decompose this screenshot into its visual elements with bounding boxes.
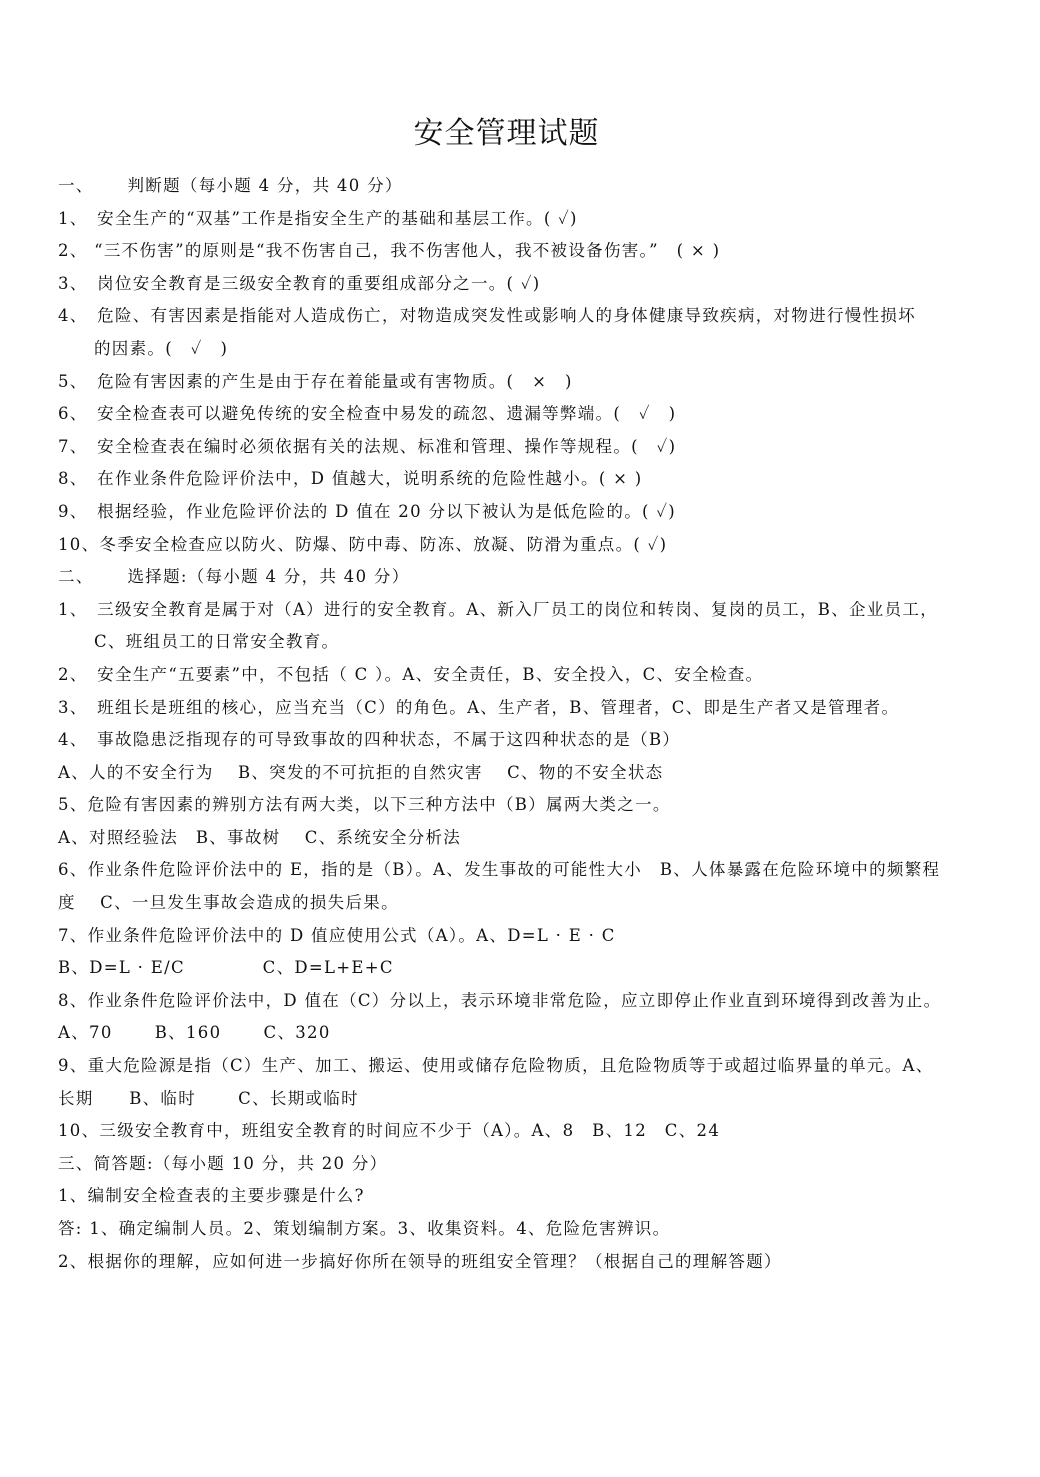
question-line-continued: 度 C、一旦发生事故会造成的损失后果。 <box>58 893 399 913</box>
answer-options: A、对照经验法 B、事故树 C、系统安全分析法 <box>58 827 462 847</box>
section-heading-choice: 二、 选择题:（每小题 4 分，共 40 分） <box>58 567 410 587</box>
question-line: 7、 安全检查表在编时必须依据有关的法规、标准和管理、操作等规程。( ✓) <box>58 436 677 456</box>
answer-line: 答: 1、确定编制人员。2、策划编制方案。3、收集资料。4、危险危害辨识。 <box>58 1219 671 1238</box>
question-line: 7、作业条件危险评价法中的 D 值应使用公式（A）。A、D=L · E · C <box>58 925 616 945</box>
question-line-continued: 的因素。( ✓ ) <box>94 338 229 358</box>
question-list <box>58 170 968 1278</box>
question-line: 4、 危险、有害因素是指能对人造成伤亡，对物造成突发性或影响人的身体健康导致疾病，对物进行慢性损坏 <box>58 306 916 326</box>
question-line: 6、作业条件危险评价法中的 E，指的是（B）。A、发生事故的可能性大小 B、人体暴露在危险环境中的频繁程 <box>58 860 941 880</box>
question-line: 10、冬季安全检查应以防火、防爆、防中毒、防冻、放凝、防滑为重点。( ✓) <box>58 534 668 554</box>
question-line: 8、 在作业条件危险评价法中，D 值越大，说明系统的危险性越小。( × ) <box>58 469 643 489</box>
question-line: 2、 “三不伤害”的原则是“我不伤害自己，我不伤害他人，我不被设备伤害。” ( × ) <box>58 241 721 261</box>
question-line: 2、 安全生产“五要素”中，不包括（ C ）。A、安全责任，B、安全投入，C、安全检查。 <box>58 664 764 684</box>
question-line: 1、编制安全检查表的主要步骤是什么? <box>58 1186 365 1206</box>
question-line: 9、 根据经验，作业危险评价法的 D 值在 20 分以下被认为是低危险的。( ✓) <box>58 501 677 521</box>
answer-options: A、人的不安全行为 B、突发的不可抗拒的自然灾害 C、物的不安全状态 <box>58 762 664 782</box>
question-line: 10、三级安全教育中，班组安全教育的时间应不少于（A）。A、8 B、12 C、24 <box>58 1121 721 1141</box>
section-heading-judgment: 一、 判断题（每小题 4 分，共 40 分） <box>58 176 403 195</box>
question-line: 1、 安全生产的“双基”工作是指安全生产的基础和基层工作。( ✓) <box>58 208 578 228</box>
question-line: 6、 安全检查表可以避免传统的安全检查中易发的疏忽、遗漏等弊端。( ✓ ) <box>58 404 677 424</box>
question-line: 4、 事故隐患泛指现存的可导致事故的四种状态，不属于这四种状态的是（B） <box>58 730 681 750</box>
section-heading-short-answer: 三、简答题:（每小题 10 分，共 20 分） <box>58 1153 388 1173</box>
question-line: 3、 班组长是班组的核心，应当充当（C）的角色。A、生产者，B、管理者，C、即是生产者又是管理者。 <box>58 697 900 717</box>
question-line: 9、重大危险源是指（C）生产、加工、搬运、使用或储存危险物质，且危险物质等于或超过临界量的单元。A、 <box>58 1056 934 1076</box>
answer-options: B、D=L · E/C C、D=L+E+C <box>58 958 394 978</box>
question-line: 5、危险有害因素的辨别方法有两大类，以下三种方法中（B）属两大类之一。 <box>58 795 671 815</box>
document-title: 安全管理试题 <box>413 116 600 151</box>
question-line: 5、 危险有害因素的产生是由于存在着能量或有害物质。( × ) <box>58 371 573 391</box>
question-line-continued: 长期 B、临时 C、长期或临时 <box>58 1088 359 1108</box>
question-line: 2、根据你的理解，应如何进一步搞好你所在领导的班组安全管理？（根据自己的理解答题） <box>58 1251 782 1271</box>
answer-options: A、70 B、160 C、320 <box>58 1023 331 1043</box>
question-line-continued: C、班组员工的日常安全教育。 <box>94 632 340 652</box>
question-line: 1、 三级安全教育是属于对（A）进行的安全教育。A、新入厂员工的岗位和转岗、复岗的员工，B、企业员工， <box>58 599 939 619</box>
question-line: 3、 岗位安全教育是三级安全教育的重要组成部分之一。( ✓) <box>58 273 541 293</box>
question-line: 8、作业条件危险评价法中，D 值在（C）分以上，表示环境非常危险，应立即停止作业直到环境得到改善为止。 <box>58 990 942 1010</box>
